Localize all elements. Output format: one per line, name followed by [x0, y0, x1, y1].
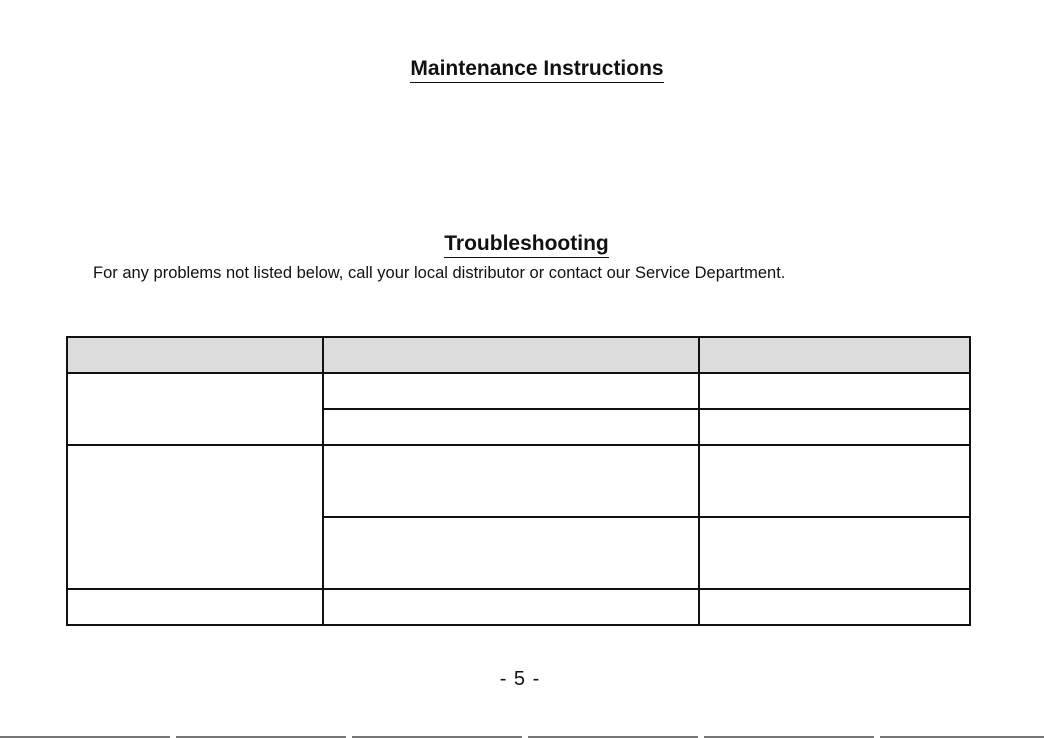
troubleshooting-intro: For any problems not listed below, call your local distributor or contact our Service Department. [93, 264, 786, 282]
cause-cell [323, 589, 699, 625]
cause-cell [323, 517, 699, 589]
page-number-text: - 5 - [499, 668, 541, 690]
header-solution [699, 337, 970, 373]
header-problem [67, 337, 323, 373]
header-cause [323, 337, 699, 373]
troubleshooting-heading-text: Troubleshooting [444, 232, 608, 258]
page-number [0, 668, 1044, 691]
solution-cell [699, 517, 970, 589]
cause-cell [323, 409, 699, 445]
table-row [67, 445, 970, 517]
maintenance-heading [0, 46, 1044, 83]
solution-cell [699, 409, 970, 445]
solution-cell [699, 373, 970, 409]
cause-cell [323, 445, 699, 517]
troubleshooting-table [66, 336, 971, 626]
cause-cell [323, 373, 699, 409]
problem-cell [67, 589, 323, 625]
problem-cell [67, 373, 323, 445]
table-row [67, 589, 970, 625]
troubleshooting-heading [0, 229, 1044, 258]
table-header-row [67, 337, 970, 373]
maintenance-heading-text: Maintenance Instructions [410, 57, 663, 83]
solution-cell [699, 445, 970, 517]
solution-cell [699, 589, 970, 625]
problem-cell [67, 445, 323, 589]
table-row [67, 373, 970, 409]
